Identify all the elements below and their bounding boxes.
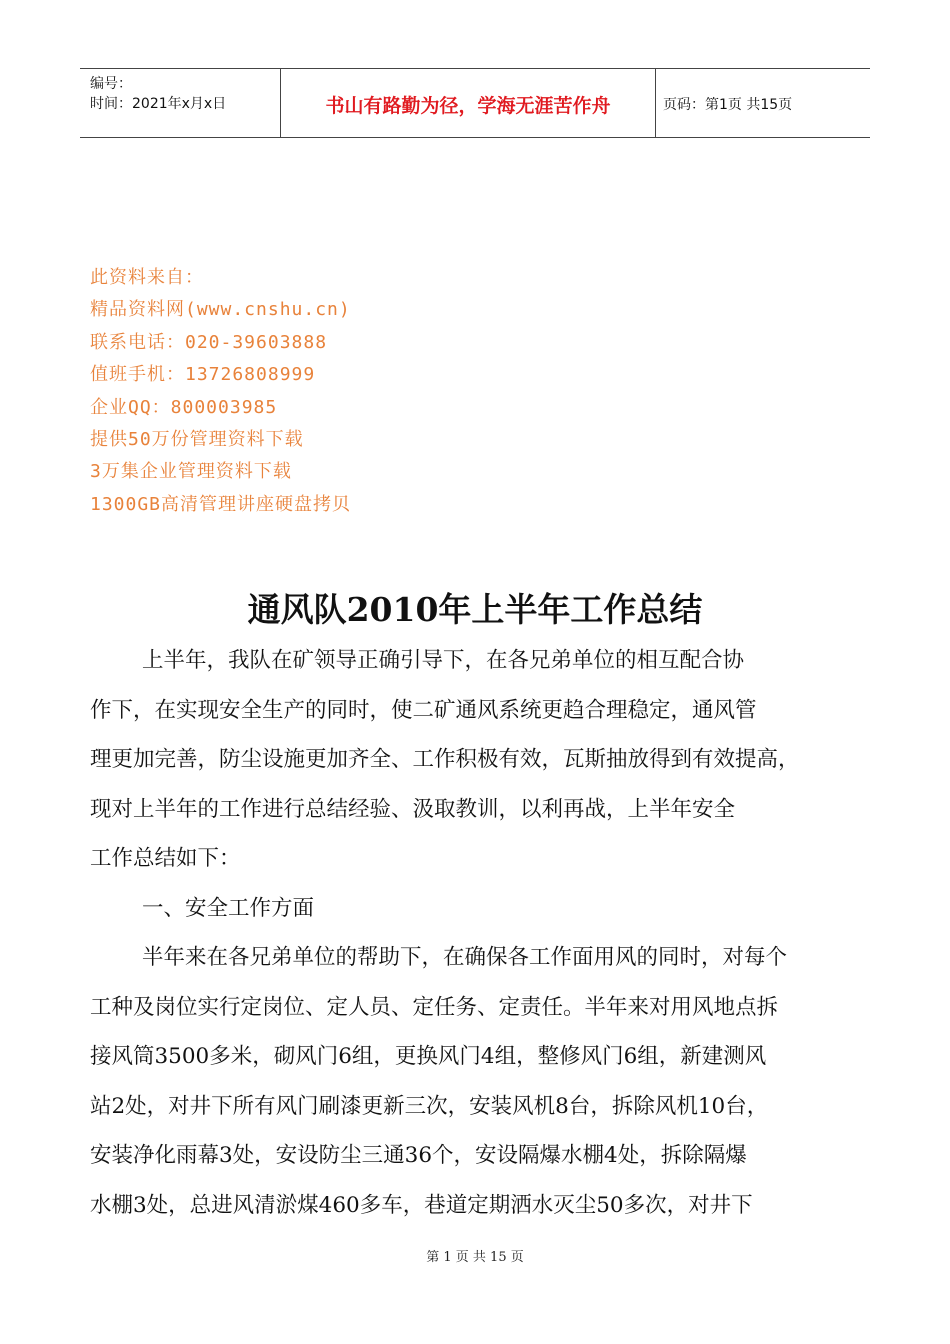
- motto-text: 书山有路勤为径，学海无涯苦作舟: [325, 95, 611, 117]
- source-line: 此资料来自：: [90, 267, 204, 288]
- number-label: 编号：: [90, 76, 132, 92]
- document-title: 通风队2010年上半年工作总结: [247, 590, 703, 629]
- page-code: 页码：第1页 共15页: [663, 97, 793, 113]
- body-line: 工作总结如下：: [90, 846, 241, 871]
- page-footer: 第 1 页 共 15 页: [426, 1250, 524, 1265]
- body-line: 水棚3处，总进风清淤煤460多车，巷道定期洒水灭尘50多次，对井下: [90, 1192, 753, 1218]
- source-line: 精品资料网(www.cnshu.cn): [90, 299, 351, 321]
- body-line: 半年来在各兄弟单位的帮助下，在确保各工作面用风的同时，对每个: [142, 945, 788, 970]
- source-line: 联系电话：020-39603888: [90, 331, 328, 353]
- time-label: 时间：2021年x月x日: [90, 96, 227, 112]
- header-motto-cell: [280, 69, 656, 137]
- page-header: [80, 68, 870, 138]
- body-line: 作下，在实现安全生产的同时，使二矿通风系统更趋合理稳定，通风管: [90, 697, 757, 723]
- source-line: 值班手机：13726808999: [90, 364, 316, 386]
- body-line: 站2处，对井下所有风门刷漆更新三次，安装风机8台，拆除风机10台，: [90, 1093, 769, 1119]
- body-line: 上半年，我队在矿领导正确引导下，在各兄弟单位的相互配合协: [142, 648, 745, 673]
- source-line: 1300GB高清管理讲座硬盘拷贝: [90, 493, 352, 515]
- body-line: 现对上半年的工作进行总结经验、汲取教训，以利再战，上半年安全: [90, 796, 736, 822]
- source-line: 提供50万份管理资料下载: [90, 428, 304, 450]
- body-line: 理更加完善，防尘设施更加齐全、工作积极有效，瓦斯抽放得到有效提高，: [90, 747, 800, 772]
- header-left-cell: [80, 69, 280, 137]
- document-body: [90, 636, 870, 1230]
- body-line: 工种及岗位实行定岗位、定人员、定任务、定责任。半年来对用风地点拆: [90, 994, 779, 1020]
- body-line: 安装净化雨幕3处，安设防尘三通36个，安设隔爆水棚4处，拆除隔爆: [90, 1143, 747, 1168]
- body-line: 接风筒3500多米，砌风门6组，更换风门4组，整修风门6组，新建测风: [90, 1044, 767, 1069]
- section-heading: 一、安全工作方面: [142, 895, 315, 921]
- source-line: 3万集企业管理资料下载: [90, 461, 292, 483]
- source-line: 企业QQ：800003985: [90, 396, 278, 418]
- source-info-block: [90, 262, 351, 521]
- header-right-cell: [655, 69, 870, 137]
